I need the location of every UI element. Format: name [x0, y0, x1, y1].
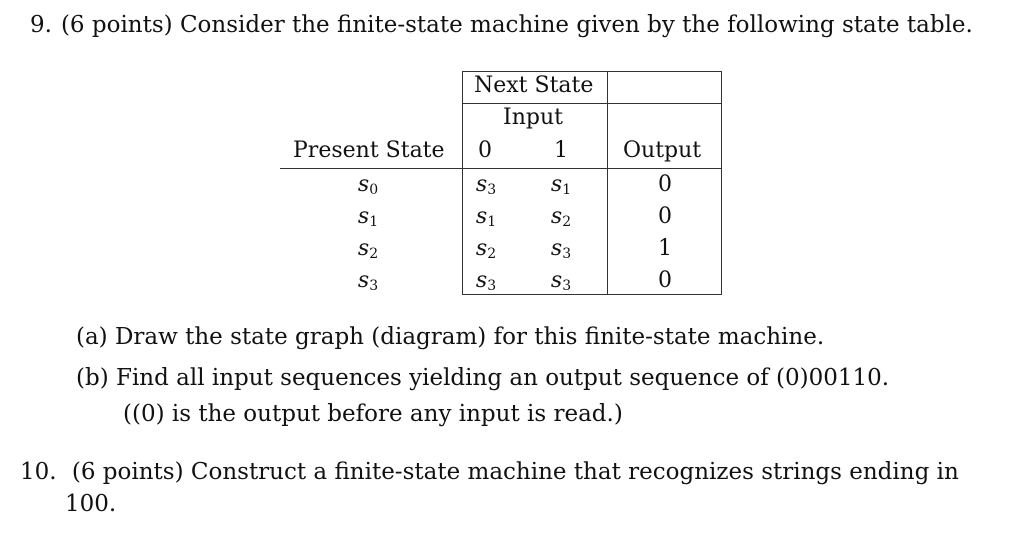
input-0-header: 0: [478, 138, 492, 163]
question-9-number: 9.: [30, 12, 52, 38]
part-b: (b) Find all input sequences yielding an output sequence of (0)00110.: [76, 365, 890, 391]
question-10-text: (6 points) Construct a finite-state machine that recognizes strings ending in: [71, 459, 959, 485]
output-cell: 0: [658, 172, 672, 197]
part-a: (a) Draw the state graph (diagram) for this finite-state machine.: [76, 324, 825, 350]
question-9-prompt: [30, 12, 973, 38]
question-10-number: 10.: [20, 459, 57, 485]
output-header: Output: [623, 138, 702, 163]
next-state-1-cell: $s_3$: [550, 268, 572, 294]
header-divider: [462, 103, 722, 104]
next-state-0-cell: $s_2$: [475, 236, 497, 262]
next-state-0-cell: $s_1$: [475, 204, 497, 230]
next-state-header: Next State: [474, 73, 594, 98]
body-divider: [280, 168, 722, 169]
present-state-header: Present State: [293, 138, 445, 163]
question-9-text: (6 points) Consider the finite-state machine given by the following state table.: [60, 12, 973, 38]
next-state-0-cell: $s_3$: [475, 268, 497, 294]
next-state-1-cell: $s_3$: [550, 236, 572, 262]
next-state-0-cell: $s_3$: [475, 172, 497, 198]
next-state-1-cell: $s_1$: [550, 172, 572, 198]
present-state-cell: $s_3$: [357, 268, 379, 294]
present-state-cell: $s_1$: [357, 204, 379, 230]
output-cell: 0: [658, 268, 672, 293]
present-state-cell: $s_0$: [357, 172, 379, 198]
question-10-continuation: 100.: [65, 491, 117, 517]
present-state-cell: $s_2$: [357, 236, 379, 262]
question-10-prompt: [20, 459, 959, 485]
part-b-note: ((0) is the output before any input is read.): [123, 401, 623, 427]
next-state-1-cell: $s_2$: [550, 204, 572, 230]
output-cell: 0: [658, 204, 672, 229]
input-header: Input: [503, 105, 563, 130]
output-cell: 1: [658, 236, 672, 261]
input-1-header: 1: [554, 138, 568, 163]
